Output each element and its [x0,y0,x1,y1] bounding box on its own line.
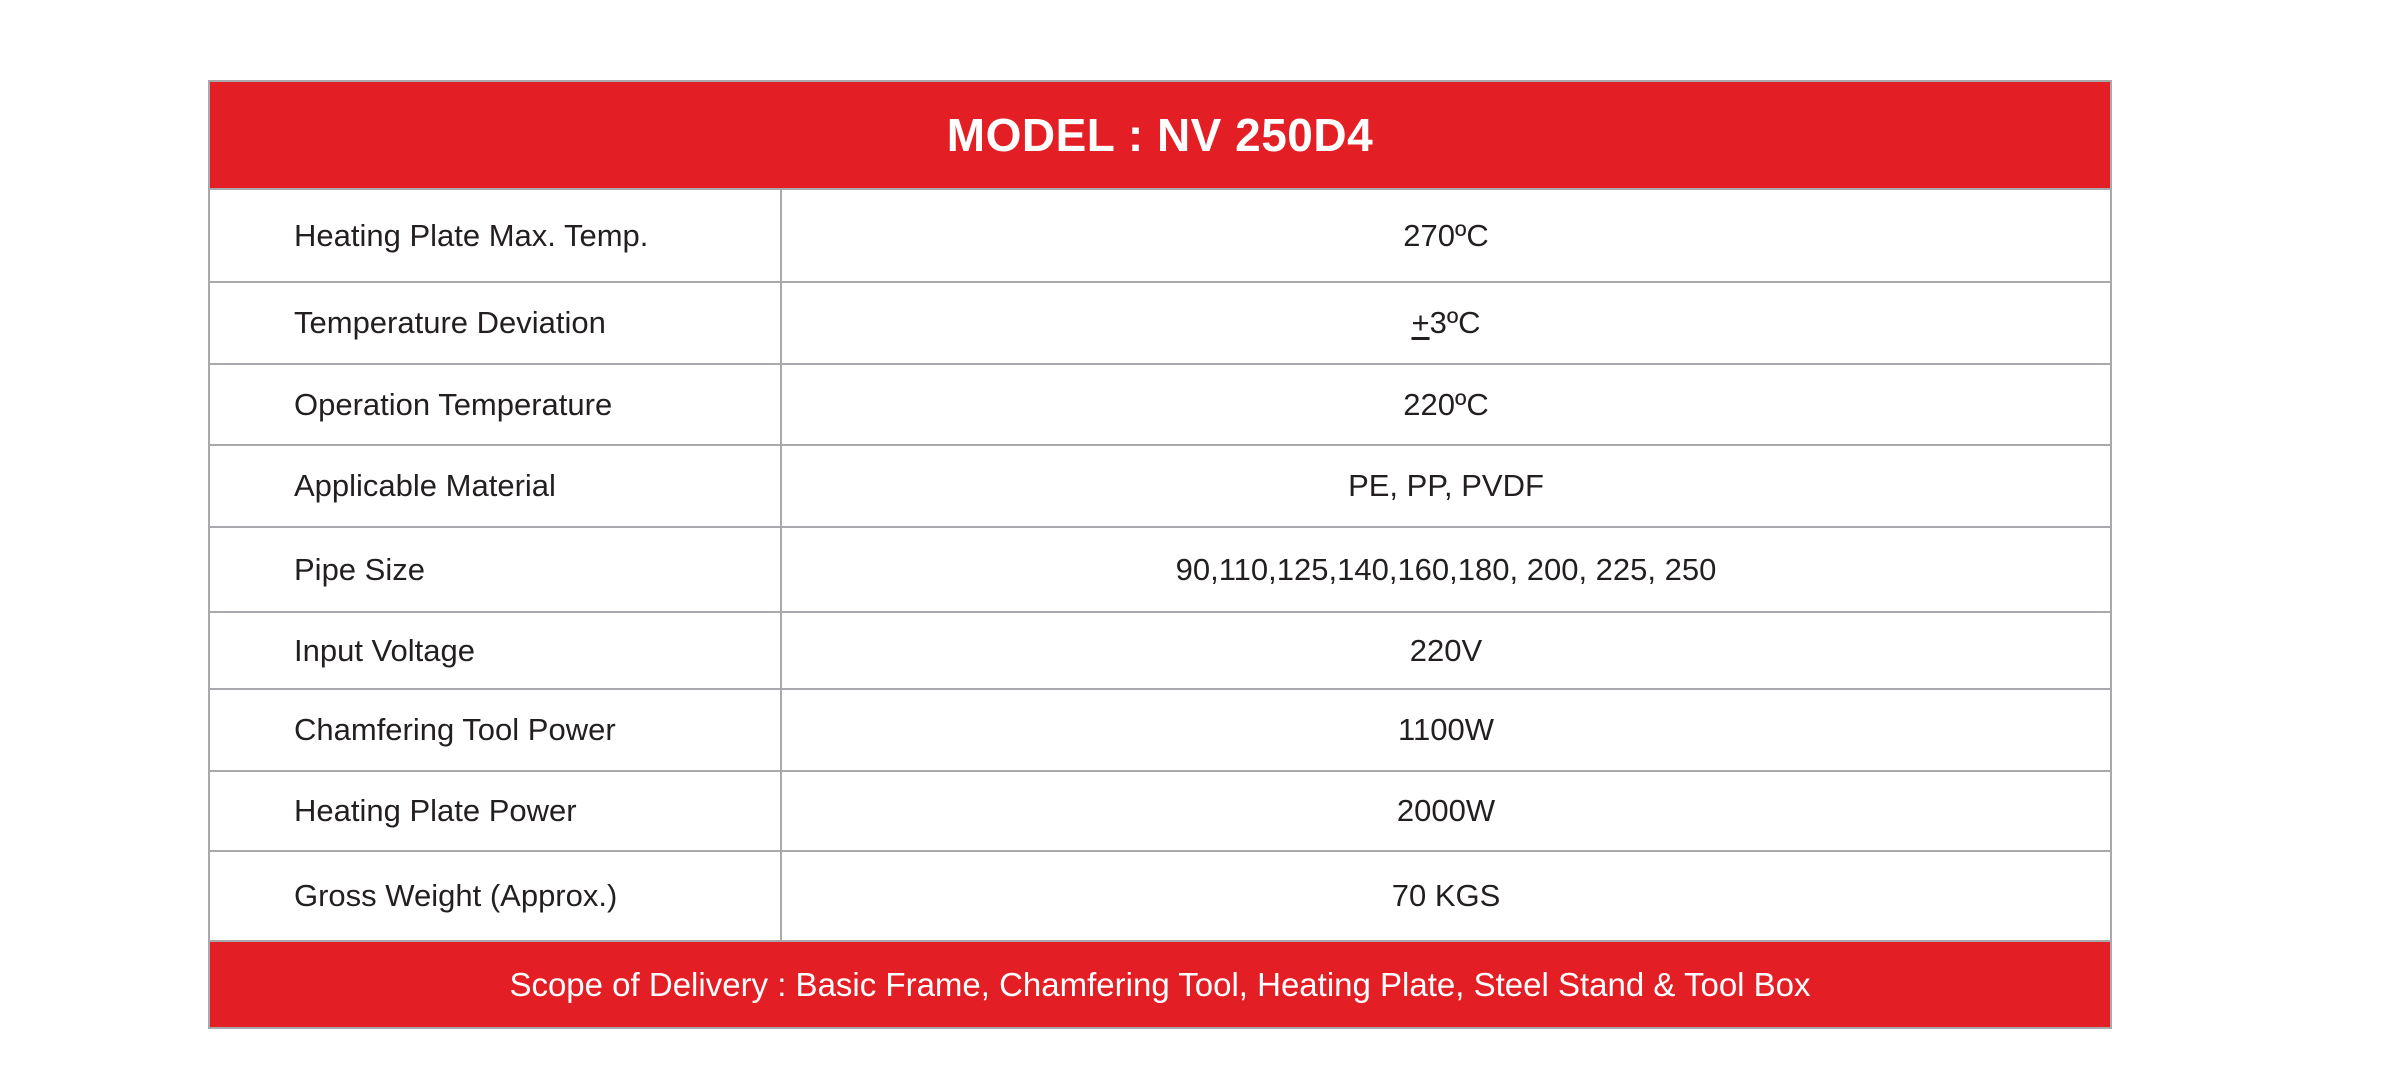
table-row [210,444,2110,526]
row-value: 1100W [1398,712,1494,747]
row-value: 220ºC [1403,386,1489,422]
row-value: 70 KGS [1391,878,1501,913]
row-label: Pipe Size [210,528,782,611]
row-label: Heating Plate Max. Temp. [210,190,782,281]
row-value: + 3ºC [1411,305,1481,340]
table-row [210,688,2110,770]
row-label: Input Voltage [210,613,782,688]
table-row [210,611,2110,688]
scope-of-delivery: Scope of Delivery : Basic Frame, Chamfering Tool, Heating Plate, Steel Stand & Tool Box [210,940,2110,1027]
table-row [210,850,2110,940]
row-label: Heating Plate Power [210,772,782,850]
row-value: 220V [1409,632,1483,668]
table-row [210,770,2110,850]
row-value: 270ºC [1403,217,1489,253]
table-row [210,281,2110,363]
table-row [210,363,2110,444]
row-label: Temperature Deviation [210,283,782,363]
row-label: Applicable Material [210,446,782,526]
row-label: Operation Temperature [210,365,782,444]
table-row [210,188,2110,281]
model-title: MODEL : NV 250D4 [210,82,2110,188]
row-value: 90,110,125,140,160,180, 200, 225, 250 [1175,551,1717,587]
row-label: Gross Weight (Approx.) [210,852,782,940]
row-value: PE, PP, PVDF [1348,468,1544,503]
row-label: Chamfering Tool Power [210,690,782,770]
table-row [210,526,2110,611]
row-value: 2000W [1396,793,1496,828]
spec-table [208,80,2112,1029]
